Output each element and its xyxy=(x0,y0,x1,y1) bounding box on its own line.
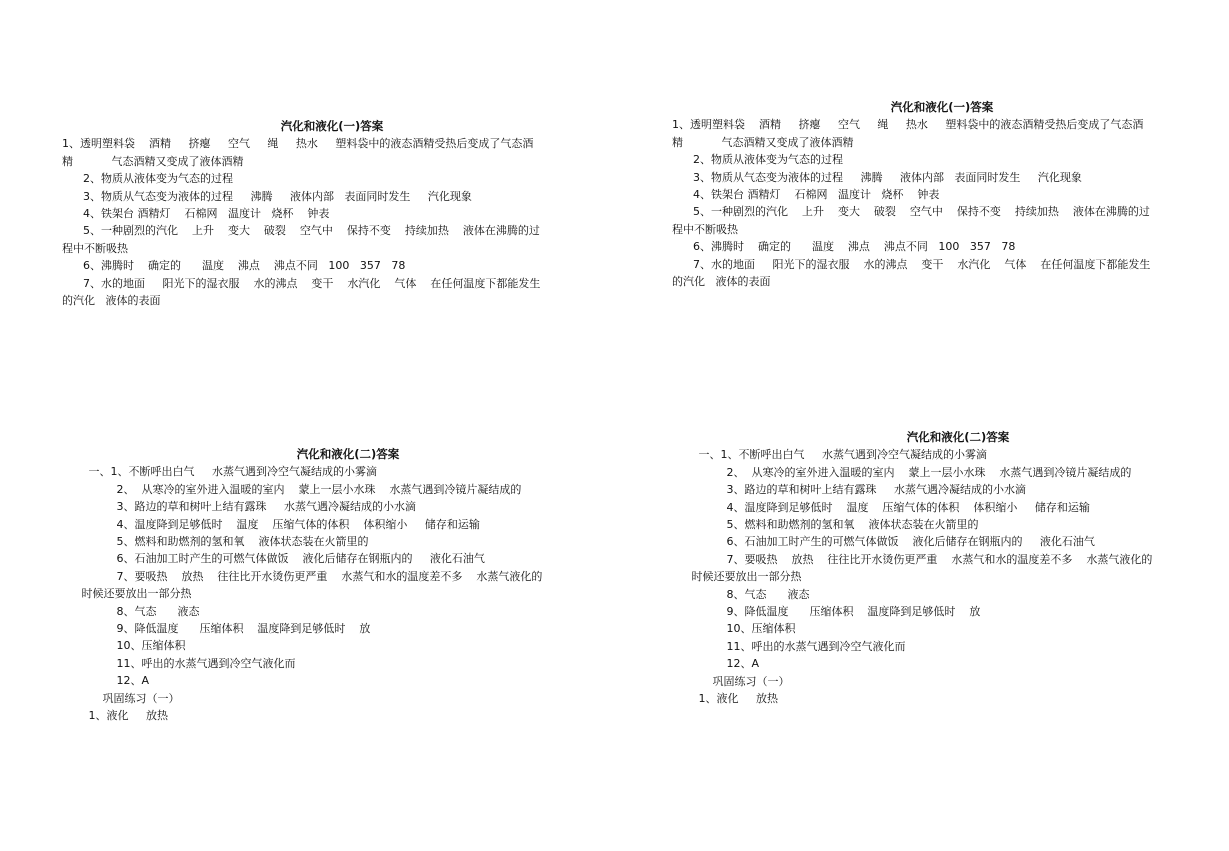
answer-line: 6、石油加工时产生的可燃气体做饭 液化后储存在钢瓶内的 液化石油气 xyxy=(688,535,1095,549)
answer-line: 7、水的地面 阳光下的湿衣服 水的沸点 变干 水汽化 气体 在任何温度下都能发生 xyxy=(62,276,541,290)
answer-line: 1、液化 放热 xyxy=(78,709,168,723)
answer-line: 1、透明塑料袋 酒精 挤瘪 空气 绳 热水 塑料袋中的液态酒精受热后变成了气态酒 xyxy=(672,118,1144,132)
answer-line: 8、气态 液态 xyxy=(78,604,200,618)
section-title: 汽化和液化(一)答案 xyxy=(890,100,994,114)
answer-line: 10、压缩体积 xyxy=(78,639,186,653)
answer-line: 4、铁架台 酒精灯 石棉网 温度计 烧杯 钟表 xyxy=(62,207,330,221)
answer-line: 2、物质从液体变为气态的过程 xyxy=(62,172,233,186)
answer-line: 9、降低温度 压缩体积 温度降到足够低时 放 xyxy=(78,622,371,636)
section-vaporization-1-left xyxy=(62,118,602,309)
answer-line: 5、燃料和助燃剂的氢和氧 液体状态装在火箭里的 xyxy=(688,518,979,532)
answer-line: 11、呼出的水蒸气遇到冷空气液化而 xyxy=(688,639,906,653)
answer-line: 3、路边的草和树叶上结有露珠 水蒸气遇冷凝结成的小水滴 xyxy=(78,500,416,514)
answer-line: 1、液化 放热 xyxy=(688,692,778,706)
answer-lines xyxy=(672,116,1212,290)
answer-line: 程中不断吸热 xyxy=(672,222,738,236)
answer-line: 时候还要放出一部分热 xyxy=(78,587,192,601)
answer-line: 11、呼出的水蒸气遇到冷空气液化而 xyxy=(78,656,296,670)
answer-line: 5、一种剧烈的汽化 上升 变大 破裂 空气中 保持不变 持续加热 液体在沸腾的过 xyxy=(672,205,1150,219)
answer-line: 12、A xyxy=(78,674,149,688)
answer-line: 9、降低温度 压缩体积 温度降到足够低时 放 xyxy=(688,605,981,619)
answer-line: 一、1、不断呼出白气 水蒸气遇到冷空气凝结成的小雾滴 xyxy=(78,465,377,479)
answer-line: 精 气态酒精又变成了液体酒精 xyxy=(672,135,854,149)
answer-line: 4、温度降到足够低时 温度 压缩气体的体积 体积缩小 储存和运输 xyxy=(78,517,480,531)
answer-line: 6、沸腾时 确定的 温度 沸点 沸点不同 100 357 78 xyxy=(672,240,1016,254)
answer-line: 10、压缩体积 xyxy=(688,622,796,636)
answer-line: 的汽化 液体的表面 xyxy=(62,294,161,308)
answer-line: 6、石油加工时产生的可燃气体做饭 液化后储存在钢瓶内的 液化石油气 xyxy=(78,552,485,566)
section-title: 汽化和液化(二)答案 xyxy=(296,447,400,461)
answer-line: 巩固练习（一） xyxy=(688,674,790,688)
answer-line: 3、物质从气态变为液体的过程 沸腾 液体内部 表面同时发生 汽化现象 xyxy=(672,170,1082,184)
section-vaporization-2-left xyxy=(78,446,618,725)
answer-lines xyxy=(688,446,1228,707)
answer-line: 5、一种剧烈的汽化 上升 变大 破裂 空气中 保持不变 持续加热 液体在沸腾的过 xyxy=(62,224,540,238)
answer-line: 的汽化 液体的表面 xyxy=(672,275,771,289)
answer-line: 精 气态酒精又变成了液体酒精 xyxy=(62,154,244,168)
answer-line: 2、 从寒冷的室外进入温暖的室内 蒙上一层小水珠 水蒸气遇到冷镜片凝结成的 xyxy=(688,465,1132,479)
answer-lines xyxy=(62,135,602,309)
answer-lines xyxy=(78,463,618,724)
section-vaporization-2-right xyxy=(688,429,1228,708)
answer-line: 4、铁架台 酒精灯 石棉网 温度计 烧杯 钟表 xyxy=(672,188,940,202)
answer-line: 程中不断吸热 xyxy=(62,241,128,255)
answer-line: 7、要吸热 放热 往往比开水烫伤更严重 水蒸气和水的温度差不多 水蒸气液化的 xyxy=(78,569,543,583)
answer-line: 5、燃料和助燃剂的氢和氧 液体状态装在火箭里的 xyxy=(78,535,369,549)
section-vaporization-1-right xyxy=(672,99,1212,290)
answer-line: 3、路边的草和树叶上结有露珠 水蒸气遇冷凝结成的小水滴 xyxy=(688,483,1026,497)
section-title: 汽化和液化(一)答案 xyxy=(280,119,384,133)
answer-line: 8、气态 液态 xyxy=(688,587,810,601)
answer-line: 6、沸腾时 确定的 温度 沸点 沸点不同 100 357 78 xyxy=(62,259,406,273)
answer-line: 7、水的地面 阳光下的湿衣服 水的沸点 变干 水汽化 气体 在任何温度下都能发生 xyxy=(672,257,1151,271)
answer-line: 2、 从寒冷的室外进入温暖的室内 蒙上一层小水珠 水蒸气遇到冷镜片凝结成的 xyxy=(78,482,522,496)
answer-line: 7、要吸热 放热 往往比开水烫伤更严重 水蒸气和水的温度差不多 水蒸气液化的 xyxy=(688,552,1153,566)
answer-line: 巩固练习（一） xyxy=(78,691,180,705)
answer-line: 3、物质从气态变为液体的过程 沸腾 液体内部 表面同时发生 汽化现象 xyxy=(62,189,472,203)
answer-line: 2、物质从液体变为气态的过程 xyxy=(672,153,843,167)
answer-line: 4、温度降到足够低时 温度 压缩气体的体积 体积缩小 储存和运输 xyxy=(688,500,1090,514)
answer-line: 一、1、不断呼出白气 水蒸气遇到冷空气凝结成的小雾滴 xyxy=(688,448,987,462)
answer-line: 时候还要放出一部分热 xyxy=(688,570,802,584)
section-title: 汽化和液化(二)答案 xyxy=(906,430,1010,444)
answer-line: 12、A xyxy=(688,657,759,671)
answer-line: 1、透明塑料袋 酒精 挤瘪 空气 绳 热水 塑料袋中的液态酒精受热后变成了气态酒 xyxy=(62,137,534,151)
